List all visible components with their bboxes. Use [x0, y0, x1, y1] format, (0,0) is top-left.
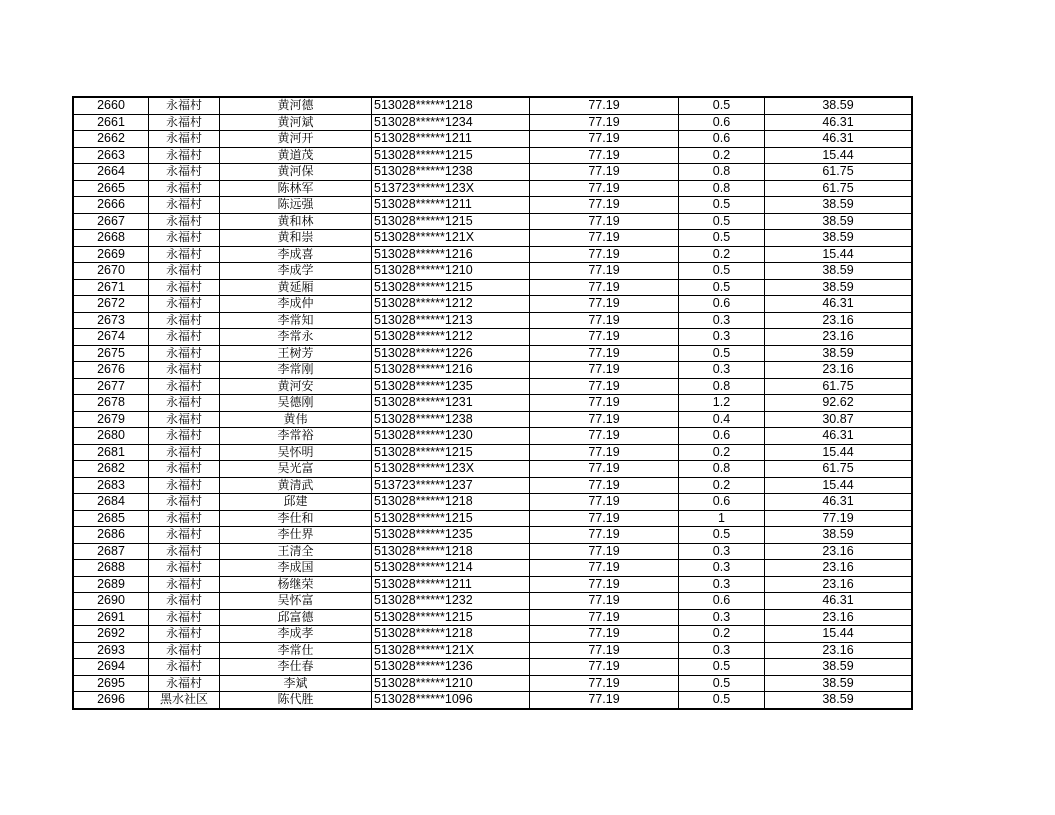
- amount-cell: 46.31: [765, 296, 913, 313]
- table-row: [73, 576, 912, 593]
- price-cell: 77.19: [530, 180, 679, 197]
- row-number-cell: 2693: [73, 642, 149, 659]
- area-cell: 0.6: [679, 428, 765, 445]
- name-cell: 李斌: [220, 675, 372, 692]
- row-number-cell: 2677: [73, 378, 149, 395]
- amount-cell: 15.44: [765, 147, 913, 164]
- price-cell: 77.19: [530, 411, 679, 428]
- name-cell: 黄河斌: [220, 114, 372, 131]
- price-cell: 77.19: [530, 675, 679, 692]
- village-cell: 永福村: [149, 395, 220, 412]
- amount-cell: 23.16: [765, 560, 913, 577]
- row-number-cell: 2671: [73, 279, 149, 296]
- area-cell: 0.3: [679, 329, 765, 346]
- row-number-cell: 2676: [73, 362, 149, 379]
- name-cell: 黄河保: [220, 164, 372, 181]
- amount-cell: 61.75: [765, 461, 913, 478]
- amount-cell: 23.16: [765, 329, 913, 346]
- table-row: [73, 164, 912, 181]
- area-cell: 0.6: [679, 131, 765, 148]
- amount-cell: 23.16: [765, 362, 913, 379]
- area-cell: 0.4: [679, 411, 765, 428]
- village-cell: 永福村: [149, 296, 220, 313]
- id-number-cell: 513723******123X: [372, 180, 530, 197]
- village-cell: 永福村: [149, 543, 220, 560]
- id-number-cell: 513028******121X: [372, 230, 530, 247]
- area-cell: 0.5: [679, 675, 765, 692]
- name-cell: 杨继荣: [220, 576, 372, 593]
- area-cell: 0.8: [679, 461, 765, 478]
- name-cell: 吴怀明: [220, 444, 372, 461]
- name-cell: 李仕和: [220, 510, 372, 527]
- table-row: [73, 593, 912, 610]
- village-cell: 永福村: [149, 510, 220, 527]
- price-cell: 77.19: [530, 378, 679, 395]
- name-cell: 李成喜: [220, 246, 372, 263]
- id-number-cell: 513028******123X: [372, 461, 530, 478]
- village-cell: 永福村: [149, 131, 220, 148]
- area-cell: 0.3: [679, 312, 765, 329]
- area-cell: 0.5: [679, 213, 765, 230]
- table-row: [73, 213, 912, 230]
- price-cell: 77.19: [530, 164, 679, 181]
- village-cell: 永福村: [149, 180, 220, 197]
- village-cell: 永福村: [149, 659, 220, 676]
- amount-cell: 30.87: [765, 411, 913, 428]
- id-number-cell: 513028******1218: [372, 494, 530, 511]
- name-cell: 王树芳: [220, 345, 372, 362]
- id-number-cell: 513028******1213: [372, 312, 530, 329]
- id-number-cell: 513028******1210: [372, 263, 530, 280]
- data-table: [72, 96, 913, 710]
- area-cell: 0.5: [679, 263, 765, 280]
- table-row: [73, 180, 912, 197]
- id-number-cell: 513028******1211: [372, 576, 530, 593]
- amount-cell: 61.75: [765, 164, 913, 181]
- village-cell: 永福村: [149, 230, 220, 247]
- table-row: [73, 131, 912, 148]
- table-row: [73, 609, 912, 626]
- area-cell: 0.5: [679, 659, 765, 676]
- village-cell: 永福村: [149, 593, 220, 610]
- row-number-cell: 2680: [73, 428, 149, 445]
- row-number-cell: 2660: [73, 97, 149, 114]
- amount-cell: 23.16: [765, 543, 913, 560]
- row-number-cell: 2672: [73, 296, 149, 313]
- price-cell: 77.19: [530, 147, 679, 164]
- row-number-cell: 2661: [73, 114, 149, 131]
- row-number-cell: 2679: [73, 411, 149, 428]
- area-cell: 1: [679, 510, 765, 527]
- amount-cell: 38.59: [765, 279, 913, 296]
- price-cell: 77.19: [530, 659, 679, 676]
- amount-cell: 92.62: [765, 395, 913, 412]
- table-row: [73, 527, 912, 544]
- row-number-cell: 2692: [73, 626, 149, 643]
- id-number-cell: 513723******1237: [372, 477, 530, 494]
- table-row: [73, 510, 912, 527]
- area-cell: 0.2: [679, 246, 765, 263]
- table-row: [73, 296, 912, 313]
- name-cell: 陈林军: [220, 180, 372, 197]
- price-cell: 77.19: [530, 444, 679, 461]
- row-number-cell: 2684: [73, 494, 149, 511]
- table-row: [73, 97, 912, 114]
- price-cell: 77.19: [530, 131, 679, 148]
- row-number-cell: 2683: [73, 477, 149, 494]
- row-number-cell: 2681: [73, 444, 149, 461]
- name-cell: 黄道茂: [220, 147, 372, 164]
- price-cell: 77.19: [530, 477, 679, 494]
- row-number-cell: 2666: [73, 197, 149, 214]
- price-cell: 77.19: [530, 114, 679, 131]
- row-number-cell: 2696: [73, 692, 149, 709]
- id-number-cell: 513028******1231: [372, 395, 530, 412]
- village-cell: 永福村: [149, 477, 220, 494]
- price-cell: 77.19: [530, 626, 679, 643]
- village-cell: 永福村: [149, 444, 220, 461]
- price-cell: 77.19: [530, 279, 679, 296]
- id-number-cell: 513028******1232: [372, 593, 530, 610]
- id-number-cell: 513028******1212: [372, 329, 530, 346]
- name-cell: 吴德刚: [220, 395, 372, 412]
- row-number-cell: 2689: [73, 576, 149, 593]
- village-cell: 永福村: [149, 147, 220, 164]
- village-cell: 永福村: [149, 279, 220, 296]
- table-row: [73, 444, 912, 461]
- village-cell: 永福村: [149, 576, 220, 593]
- id-number-cell: 513028******1235: [372, 378, 530, 395]
- amount-cell: 23.16: [765, 576, 913, 593]
- area-cell: 0.2: [679, 444, 765, 461]
- village-cell: 永福村: [149, 675, 220, 692]
- area-cell: 0.5: [679, 692, 765, 709]
- table-row: [73, 345, 912, 362]
- area-cell: 0.5: [679, 345, 765, 362]
- village-cell: 永福村: [149, 461, 220, 478]
- area-cell: 0.8: [679, 164, 765, 181]
- area-cell: 0.3: [679, 362, 765, 379]
- row-number-cell: 2685: [73, 510, 149, 527]
- price-cell: 77.19: [530, 329, 679, 346]
- row-number-cell: 2663: [73, 147, 149, 164]
- table-row: [73, 395, 912, 412]
- row-number-cell: 2669: [73, 246, 149, 263]
- id-number-cell: 513028******1238: [372, 164, 530, 181]
- amount-cell: 23.16: [765, 609, 913, 626]
- village-cell: 永福村: [149, 560, 220, 577]
- area-cell: 0.6: [679, 296, 765, 313]
- id-number-cell: 513028******1215: [372, 279, 530, 296]
- price-cell: 77.19: [530, 461, 679, 478]
- name-cell: 黄延厢: [220, 279, 372, 296]
- table-row: [73, 378, 912, 395]
- table-row: [73, 428, 912, 445]
- id-number-cell: 513028******1230: [372, 428, 530, 445]
- amount-cell: 46.31: [765, 593, 913, 610]
- price-cell: 77.19: [530, 246, 679, 263]
- table-row: [73, 246, 912, 263]
- area-cell: 0.3: [679, 609, 765, 626]
- table-row: [73, 560, 912, 577]
- village-cell: 永福村: [149, 378, 220, 395]
- village-cell: 永福村: [149, 197, 220, 214]
- price-cell: 77.19: [530, 213, 679, 230]
- price-cell: 77.19: [530, 197, 679, 214]
- price-cell: 77.19: [530, 642, 679, 659]
- amount-cell: 38.59: [765, 97, 913, 114]
- village-cell: 永福村: [149, 114, 220, 131]
- area-cell: 0.3: [679, 560, 765, 577]
- price-cell: 77.19: [530, 263, 679, 280]
- table-row: [73, 279, 912, 296]
- name-cell: 黄河德: [220, 97, 372, 114]
- name-cell: 李常仕: [220, 642, 372, 659]
- name-cell: 李常刚: [220, 362, 372, 379]
- id-number-cell: 513028******1210: [372, 675, 530, 692]
- name-cell: 黄和崇: [220, 230, 372, 247]
- price-cell: 77.19: [530, 543, 679, 560]
- name-cell: 李常永: [220, 329, 372, 346]
- price-cell: 77.19: [530, 510, 679, 527]
- row-number-cell: 2662: [73, 131, 149, 148]
- village-cell: 永福村: [149, 494, 220, 511]
- id-number-cell: 513028******1211: [372, 131, 530, 148]
- area-cell: 0.5: [679, 230, 765, 247]
- village-cell: 永福村: [149, 362, 220, 379]
- amount-cell: 38.59: [765, 659, 913, 676]
- area-cell: 0.6: [679, 114, 765, 131]
- table-row: [73, 362, 912, 379]
- table-row: [73, 263, 912, 280]
- amount-cell: 61.75: [765, 378, 913, 395]
- area-cell: 0.6: [679, 593, 765, 610]
- table-row: [73, 659, 912, 676]
- area-cell: 0.2: [679, 147, 765, 164]
- village-cell: 永福村: [149, 213, 220, 230]
- area-cell: 0.2: [679, 477, 765, 494]
- area-cell: 0.5: [679, 279, 765, 296]
- id-number-cell: 513028******1216: [372, 362, 530, 379]
- table-row: [73, 477, 912, 494]
- area-cell: 0.5: [679, 97, 765, 114]
- amount-cell: 23.16: [765, 642, 913, 659]
- row-number-cell: 2673: [73, 312, 149, 329]
- id-number-cell: 513028******1096: [372, 692, 530, 709]
- amount-cell: 15.44: [765, 626, 913, 643]
- table-row: [73, 114, 912, 131]
- name-cell: 黄和林: [220, 213, 372, 230]
- name-cell: 邱富德: [220, 609, 372, 626]
- price-cell: 77.19: [530, 345, 679, 362]
- village-cell: 永福村: [149, 642, 220, 659]
- price-cell: 77.19: [530, 527, 679, 544]
- price-cell: 77.19: [530, 593, 679, 610]
- row-number-cell: 2686: [73, 527, 149, 544]
- table-row: [73, 312, 912, 329]
- amount-cell: 15.44: [765, 444, 913, 461]
- table-body: [73, 97, 912, 709]
- row-number-cell: 2670: [73, 263, 149, 280]
- amount-cell: 46.31: [765, 494, 913, 511]
- id-number-cell: 513028******1226: [372, 345, 530, 362]
- row-number-cell: 2674: [73, 329, 149, 346]
- amount-cell: 38.59: [765, 263, 913, 280]
- id-number-cell: 513028******1214: [372, 560, 530, 577]
- name-cell: 李仕春: [220, 659, 372, 676]
- row-number-cell: 2664: [73, 164, 149, 181]
- amount-cell: 23.16: [765, 312, 913, 329]
- row-number-cell: 2691: [73, 609, 149, 626]
- row-number-cell: 2667: [73, 213, 149, 230]
- id-number-cell: 513028******1238: [372, 411, 530, 428]
- name-cell: 黄河安: [220, 378, 372, 395]
- table-row: [73, 494, 912, 511]
- row-number-cell: 2665: [73, 180, 149, 197]
- area-cell: 0.3: [679, 543, 765, 560]
- amount-cell: 46.31: [765, 131, 913, 148]
- name-cell: 李成学: [220, 263, 372, 280]
- row-number-cell: 2675: [73, 345, 149, 362]
- village-cell: 永福村: [149, 97, 220, 114]
- table-row: [73, 329, 912, 346]
- price-cell: 77.19: [530, 395, 679, 412]
- id-number-cell: 513028******1211: [372, 197, 530, 214]
- area-cell: 0.6: [679, 494, 765, 511]
- area-cell: 1.2: [679, 395, 765, 412]
- name-cell: 邱建: [220, 494, 372, 511]
- name-cell: 李仕界: [220, 527, 372, 544]
- area-cell: 0.3: [679, 642, 765, 659]
- amount-cell: 15.44: [765, 477, 913, 494]
- amount-cell: 77.19: [765, 510, 913, 527]
- price-cell: 77.19: [530, 230, 679, 247]
- amount-cell: 61.75: [765, 180, 913, 197]
- name-cell: 李常裕: [220, 428, 372, 445]
- village-cell: 黑水社区: [149, 692, 220, 709]
- area-cell: 0.8: [679, 180, 765, 197]
- id-number-cell: 513028******1216: [372, 246, 530, 263]
- row-number-cell: 2688: [73, 560, 149, 577]
- id-number-cell: 513028******1218: [372, 97, 530, 114]
- table-row: [73, 675, 912, 692]
- id-number-cell: 513028******1218: [372, 626, 530, 643]
- table-row: [73, 642, 912, 659]
- id-number-cell: 513028******1234: [372, 114, 530, 131]
- village-cell: 永福村: [149, 345, 220, 362]
- row-number-cell: 2678: [73, 395, 149, 412]
- id-number-cell: 513028******1218: [372, 543, 530, 560]
- table-row: [73, 230, 912, 247]
- table-row: [73, 626, 912, 643]
- name-cell: 黄河开: [220, 131, 372, 148]
- village-cell: 永福村: [149, 312, 220, 329]
- village-cell: 永福村: [149, 164, 220, 181]
- row-number-cell: 2695: [73, 675, 149, 692]
- name-cell: 陈远强: [220, 197, 372, 214]
- row-number-cell: 2682: [73, 461, 149, 478]
- area-cell: 0.5: [679, 197, 765, 214]
- amount-cell: 38.59: [765, 230, 913, 247]
- village-cell: 永福村: [149, 626, 220, 643]
- table-row: [73, 461, 912, 478]
- village-cell: 永福村: [149, 411, 220, 428]
- village-cell: 永福村: [149, 263, 220, 280]
- table-row: [73, 411, 912, 428]
- area-cell: 0.8: [679, 378, 765, 395]
- price-cell: 77.19: [530, 97, 679, 114]
- amount-cell: 46.31: [765, 114, 913, 131]
- price-cell: 77.19: [530, 560, 679, 577]
- village-cell: 永福村: [149, 329, 220, 346]
- price-cell: 77.19: [530, 576, 679, 593]
- name-cell: 李成孝: [220, 626, 372, 643]
- id-number-cell: 513028******1212: [372, 296, 530, 313]
- amount-cell: 38.59: [765, 692, 913, 709]
- amount-cell: 15.44: [765, 246, 913, 263]
- table-row: [73, 147, 912, 164]
- price-cell: 77.19: [530, 362, 679, 379]
- price-cell: 77.19: [530, 609, 679, 626]
- row-number-cell: 2690: [73, 593, 149, 610]
- amount-cell: 38.59: [765, 527, 913, 544]
- id-number-cell: 513028******1235: [372, 527, 530, 544]
- amount-cell: 38.59: [765, 675, 913, 692]
- area-cell: 0.2: [679, 626, 765, 643]
- village-cell: 永福村: [149, 527, 220, 544]
- village-cell: 永福村: [149, 246, 220, 263]
- price-cell: 77.19: [530, 296, 679, 313]
- name-cell: 李成仲: [220, 296, 372, 313]
- amount-cell: 38.59: [765, 197, 913, 214]
- price-cell: 77.19: [530, 692, 679, 709]
- id-number-cell: 513028******121X: [372, 642, 530, 659]
- area-cell: 0.5: [679, 527, 765, 544]
- id-number-cell: 513028******1215: [372, 147, 530, 164]
- name-cell: 黄清武: [220, 477, 372, 494]
- name-cell: 王清全: [220, 543, 372, 560]
- price-cell: 77.19: [530, 494, 679, 511]
- amount-cell: 46.31: [765, 428, 913, 445]
- name-cell: 吴怀富: [220, 593, 372, 610]
- table-row: [73, 197, 912, 214]
- id-number-cell: 513028******1215: [372, 444, 530, 461]
- name-cell: 李常知: [220, 312, 372, 329]
- name-cell: 黄伟: [220, 411, 372, 428]
- row-number-cell: 2668: [73, 230, 149, 247]
- id-number-cell: 513028******1236: [372, 659, 530, 676]
- amount-cell: 38.59: [765, 213, 913, 230]
- amount-cell: 38.59: [765, 345, 913, 362]
- area-cell: 0.3: [679, 576, 765, 593]
- name-cell: 吴光富: [220, 461, 372, 478]
- village-cell: 永福村: [149, 609, 220, 626]
- name-cell: 李成国: [220, 560, 372, 577]
- id-number-cell: 513028******1215: [372, 510, 530, 527]
- price-cell: 77.19: [530, 312, 679, 329]
- id-number-cell: 513028******1215: [372, 213, 530, 230]
- price-cell: 77.19: [530, 428, 679, 445]
- village-cell: 永福村: [149, 428, 220, 445]
- name-cell: 陈代胜: [220, 692, 372, 709]
- row-number-cell: 2687: [73, 543, 149, 560]
- row-number-cell: 2694: [73, 659, 149, 676]
- table-row: [73, 543, 912, 560]
- id-number-cell: 513028******1215: [372, 609, 530, 626]
- table-row: [73, 692, 912, 709]
